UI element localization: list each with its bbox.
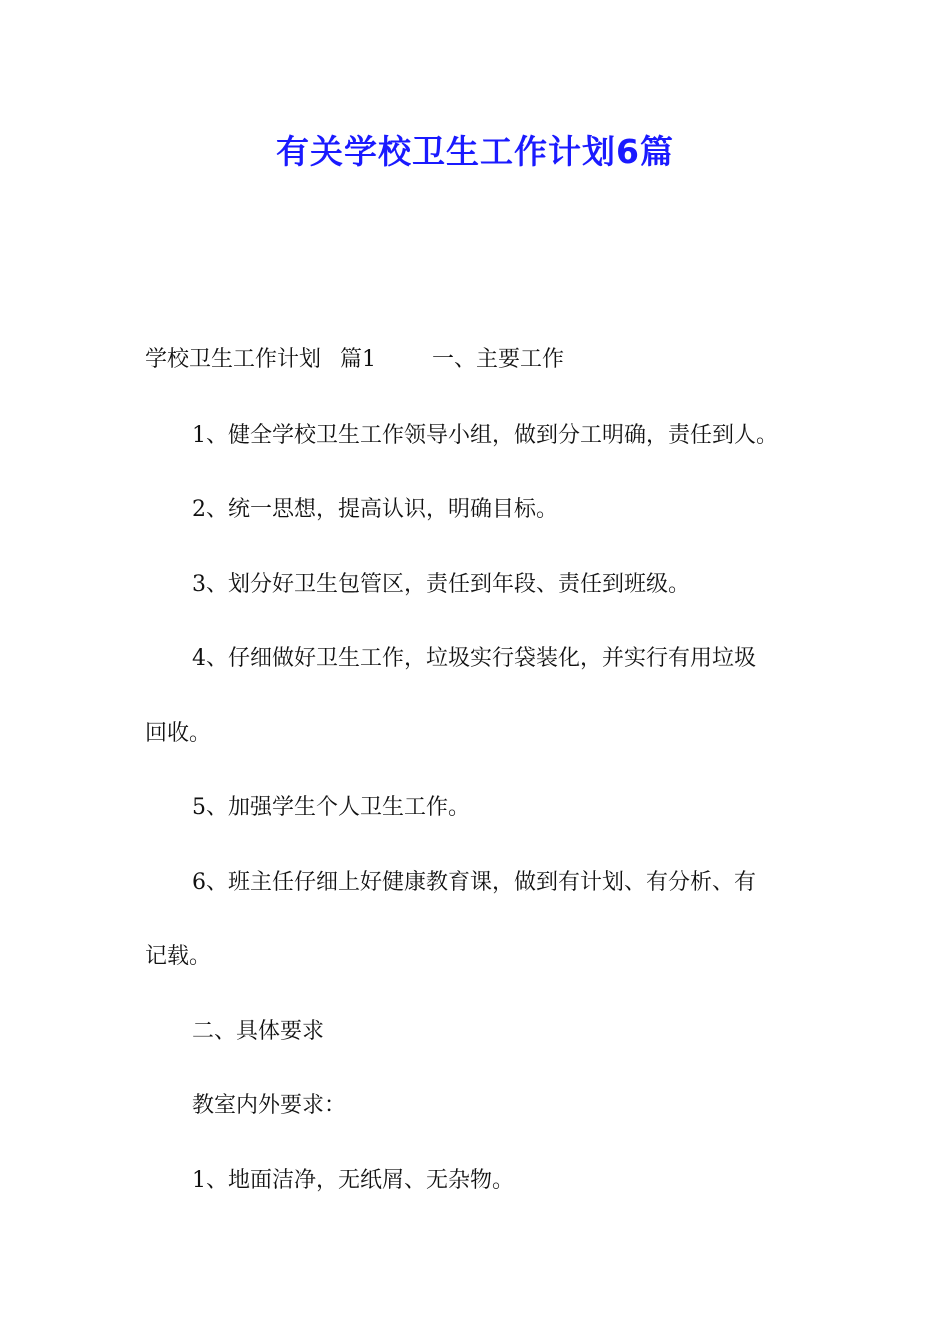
paragraph: 5、加强学生个人卫生工作。	[192, 795, 470, 820]
paragraph: 6、班主任仔细上好健康教育课，做到有计划、有分析、有	[192, 870, 756, 895]
subheading: 教室内外要求：	[192, 1093, 347, 1118]
paragraph: 1、地面洁净，无纸屑、无杂物。	[192, 1168, 514, 1193]
plan-label: 学校卫生工作计划	[145, 347, 322, 372]
paragraph-continuation: 记载。	[145, 944, 212, 969]
paragraph: 4、仔细做好卫生工作，垃圾实行袋装化，并实行有用垃圾	[192, 646, 756, 671]
paragraph: 3、划分好卫生包管区，责任到年段、责任到班级。	[192, 572, 690, 597]
section-number: 篇1	[340, 347, 377, 372]
paragraph: 1、健全学校卫生工作领导小组，做到分工明确，责任到人。	[192, 423, 778, 448]
section-heading-2: 二、具体要求	[192, 1019, 325, 1044]
paragraph: 2、统一思想，提高认识，明确目标。	[192, 497, 558, 522]
section-heading: 一、主要工作	[432, 347, 565, 372]
paragraph-continuation: 回收。	[145, 721, 212, 746]
document-title: 有关学校卫生工作计划6篇	[276, 132, 674, 171]
section-header-line	[145, 344, 564, 376]
